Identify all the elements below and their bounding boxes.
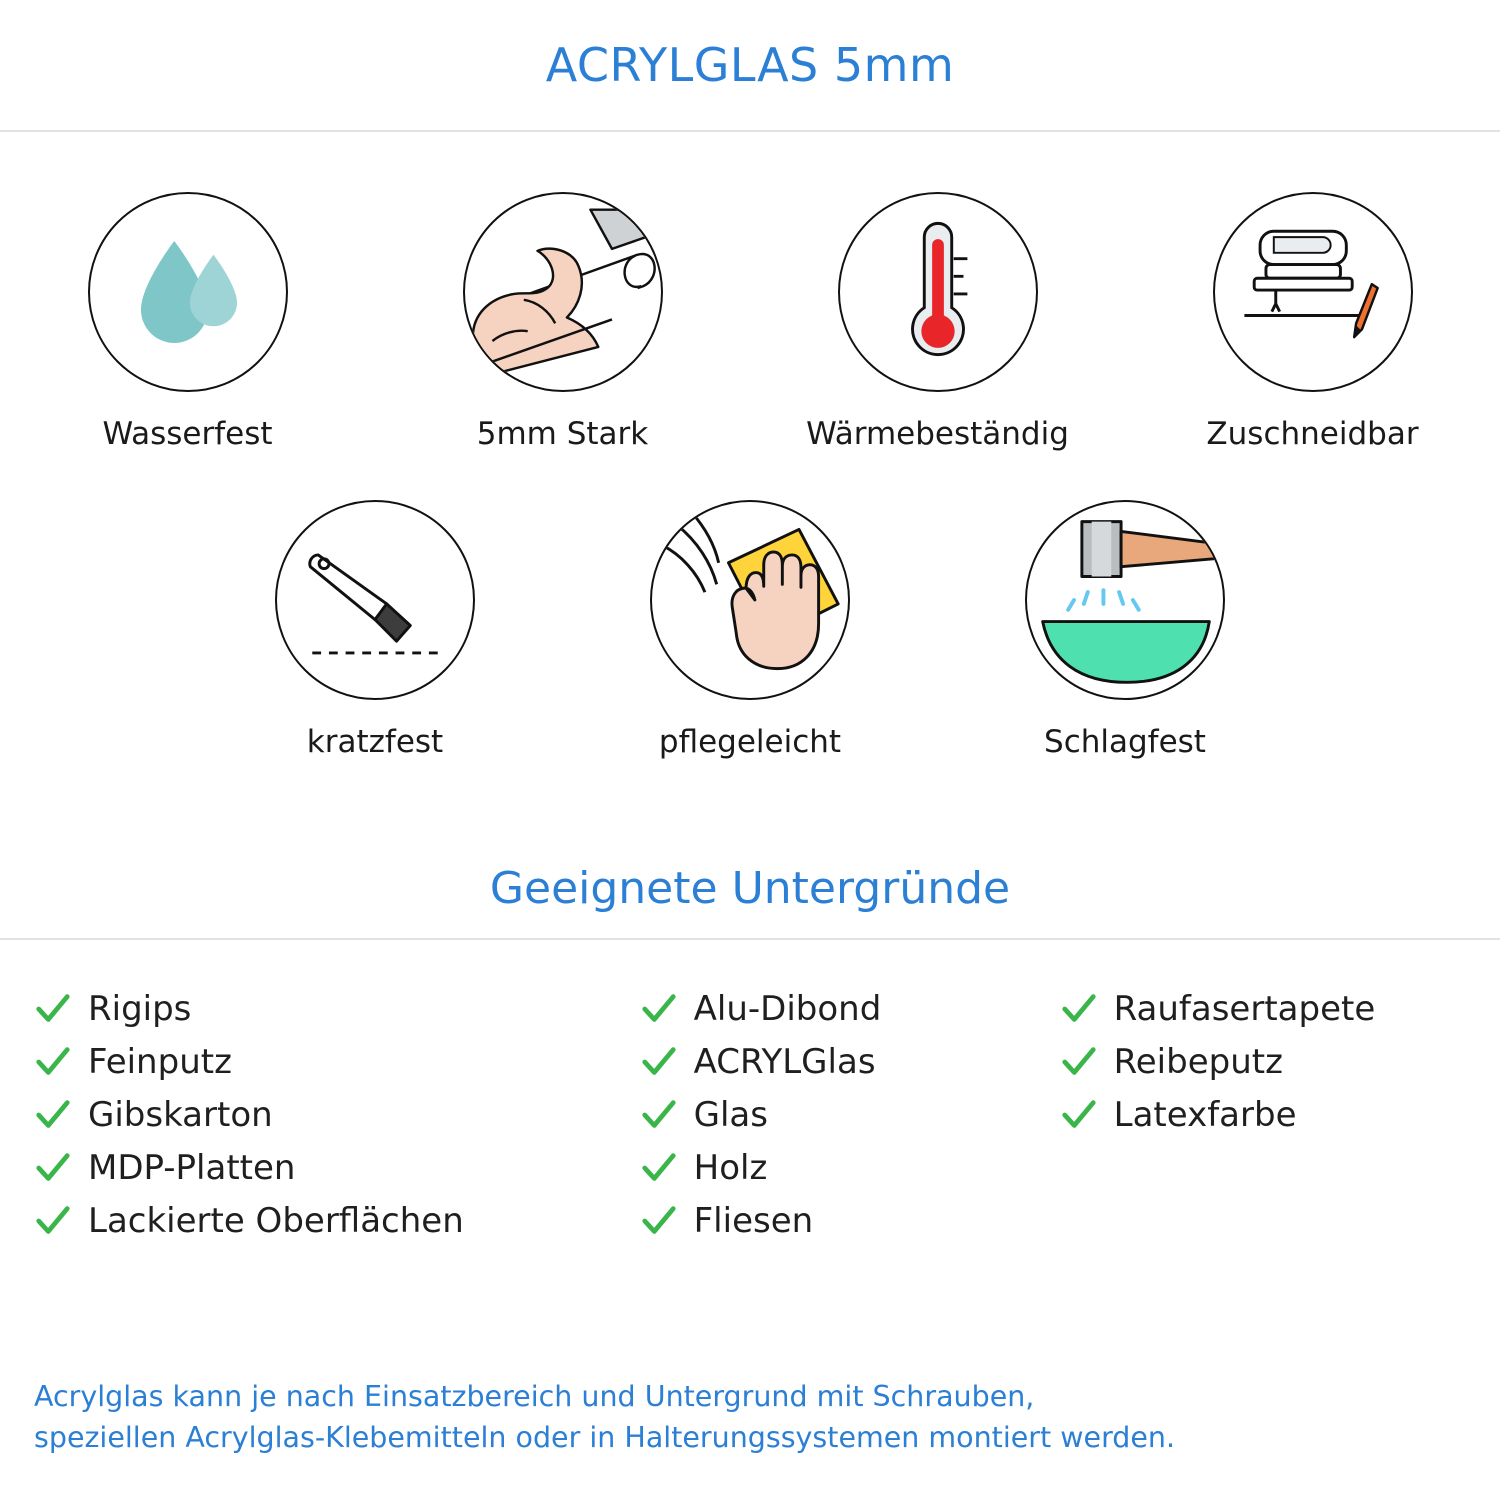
footnote-line-1: Acrylglas kann je nach Einsatzbereich und Untergrund mit Schrauben, [34,1380,1035,1413]
substrates-column-2 [640,982,1060,1247]
list-item-label: Lackierte Oberflächen [88,1200,464,1241]
water-drops-icon [90,192,286,392]
substrates-column-1 [34,982,640,1247]
feature-zuschneidbar [1125,192,1500,452]
feature-icon-circle [88,192,288,392]
check-icon [34,1202,72,1240]
list-item [1060,982,1466,1035]
feature-label: 5mm Stark [476,416,649,452]
list-item-label: Gibskarton [88,1094,273,1135]
check-icon [640,1096,678,1134]
list-item-label: Holz [693,1147,768,1188]
check-icon [1060,1043,1098,1081]
feature-label: pflegeleicht [658,724,842,760]
list-item [34,1194,640,1247]
list-item [640,982,1060,1035]
feature-icon-circle [463,192,663,392]
list-item-label: Latexfarbe [1113,1094,1297,1135]
check-icon [640,1149,678,1187]
list-item-label: Fliesen [693,1200,814,1241]
substrates-lists [0,940,1500,1247]
page-title-bar [0,0,1500,130]
list-item [34,1035,640,1088]
hand-cleaning-cloth-icon [652,500,848,700]
check-icon [1060,1096,1098,1134]
feature-label: Zuschneidbar [1206,416,1419,452]
check-icon [1060,990,1098,1028]
substrates-title: Geeignete Untergründe [489,862,1011,914]
check-icon [34,1149,72,1187]
list-item [34,982,640,1035]
substrates-title-bar [0,838,1500,938]
list-item [34,1088,640,1141]
feature-kratzfest [188,500,563,760]
list-item [640,1088,1060,1141]
list-item-label: MDP-Platten [88,1147,296,1188]
feature-label: Wasserfest [102,416,273,452]
hammer-impact-icon [1027,500,1223,700]
list-item [640,1194,1060,1247]
list-item [1060,1088,1466,1141]
list-item-label: Rigips [88,988,192,1029]
check-icon [640,1202,678,1240]
feature-icon-circle [838,192,1038,392]
feature-label: kratzfest [306,724,444,760]
feature-label: Wärmebeständig [806,416,1069,452]
list-item-label: Reibeputz [1113,1041,1283,1082]
check-icon [34,990,72,1028]
list-item-label: Alu-Dibond [693,988,882,1029]
feature-pflegeleicht [563,500,938,760]
jigsaw-cutting-icon [1215,192,1411,392]
list-item [640,1035,1060,1088]
check-icon [34,1096,72,1134]
list-item [1060,1035,1466,1088]
feature-grid [0,132,1500,760]
feature-icon-circle [650,500,850,700]
feature-icon-circle [1213,192,1413,392]
list-item-label: Raufasertapete [1113,988,1376,1029]
feature-waermebestaendig [750,192,1125,452]
list-item [34,1141,640,1194]
feature-schlagfest [938,500,1313,760]
substrates-column-3 [1060,982,1466,1247]
feature-icon-circle [275,500,475,700]
page-title: ACRYLGLAS 5mm [545,38,955,92]
feature-5mm-stark [375,192,750,452]
list-item [640,1141,1060,1194]
feature-label: Schlagfest [1044,724,1206,760]
feature-row-2 [0,500,1500,760]
feature-icon-circle [1025,500,1225,700]
knife-scratch-icon [277,500,473,700]
feature-wasserfest [0,192,375,452]
list-item-label: Feinputz [88,1041,232,1082]
check-icon [640,990,678,1028]
check-icon [640,1043,678,1081]
footnote-line-2: speziellen Acrylglas-Klebemitteln oder in Halterungssystemen montiert werden. [34,1421,1176,1454]
feature-row-1 [0,192,1500,452]
footnote [34,1376,1472,1458]
flexing-arm-icon [465,192,661,392]
list-item-label: Glas [693,1094,768,1135]
list-item-label: ACRYLGlas [693,1041,876,1082]
check-icon [34,1043,72,1081]
thermometer-icon [840,192,1036,392]
